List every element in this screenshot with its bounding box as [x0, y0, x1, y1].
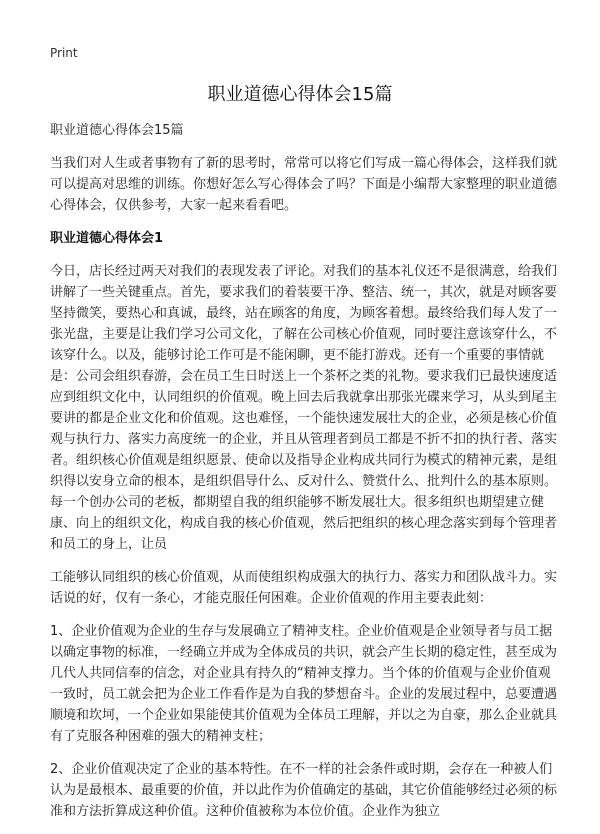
document-body — [50, 120, 562, 834]
print-link[interactable]: Print — [50, 46, 78, 60]
body-paragraph: 2、企业价值观决定了企业的基本特性。在不一样的社会条件或时期，会存在一种被人们认为是最根本、最重要的价值，并以此作为价值确定的基础，其它价值能够经过必须的标准和方法折算成这种价值。这种价值被称为本位价值。企业作为独立 — [50, 762, 558, 819]
body-paragraph: 工能够认同组织的核心价值观，从而使组织构成强大的执行力、落实力和团队战斗力。实话说的好，仅有一条心，才能克服任何困难。企业价值观的作用主要表此刻： — [50, 570, 558, 606]
body-paragraph: 1、企业价值观为企业的生存与发展确立了精神支柱。企业价值观是企业领导者与员工据以确定事物的标准，一经确立并成为全体成员的共识，就会产生长期的稳定性，甚至成为几代人共同信奉的信念，对企业具有持久的“精神支撑力。当个体的价值观与企业价值观一致时，员工就会把为企业工作看作是为自我的梦想奋斗。企业的发展过程中，总要遭遇顺境和坎坷，一个企业如果能使其价值观为全体员工理解，并以之为自豪，那么企业就具有了克服各种困难的强大的精神支柱； — [50, 624, 558, 744]
body-paragraph: 今日，店长经过两天对我们的表现发表了评论。对我们的基本礼仪还不是很满意，给我们讲解了一些关键重点。首先，要求我们的着装要干净、整洁、统一，其次，就是对顾客要坚持微笑，要热心和真诚，最终，站在顾客的角度，为顾客着想。最终给我们每人发了一张光盘，主要是让我们学习公司文化，了解在公司核心价值观，同时要注意该穿什么，不该穿什么。以及，能够讨论工作可是不能闲聊，更不能打游戏。还有一个重要的事情就是：公司会组织春游，会在员工生日时送上一个茶杯之类的礼物。要求我们已最快速度适应到组织文化中，认同组织的价值观。晚上回去后我就拿出那张光碟来学习，从头到尾主要讲的都是企业文化和价值观。这也难怪，一个能快速发展壮大的企业，必须是核心价值观与执行力、落实力高度统一的企业，并且从管理者到员工都是不折不扣的执行者、落实者。组织核心价值观是组织愿景、使命以及指导企业构成共同行为模式的精神元素，是组织得以安身立命的根本，是组织倡导什么、反对什么、赞赏什么、批判什么的基本原则。每一个创办公司的老板，都期望自我的组织能够不断发展壮大。很多组织也期望建立健康、向上的组织文化，构成自我的核心价值观，然后把组织的核心理念落实到每个管理者和员工的身上，让员 — [50, 264, 558, 552]
page-title: 职业道德心得体会15篇 — [207, 84, 393, 105]
document-subtitle: 职业道德心得体会15篇 — [50, 123, 184, 138]
section-heading: 职业道德心得体会1 — [50, 231, 164, 246]
intro-paragraph: 当我们对人生或者事物有了新的思考时，常常可以将它们写成一篇心得体会，这样我们就可以提高对思维的训练。你想好怎么写心得体会了吗？下面是小编帮大家整理的职业道德心得体会，仅供参考，大家一起来看看吧。 — [50, 156, 558, 213]
